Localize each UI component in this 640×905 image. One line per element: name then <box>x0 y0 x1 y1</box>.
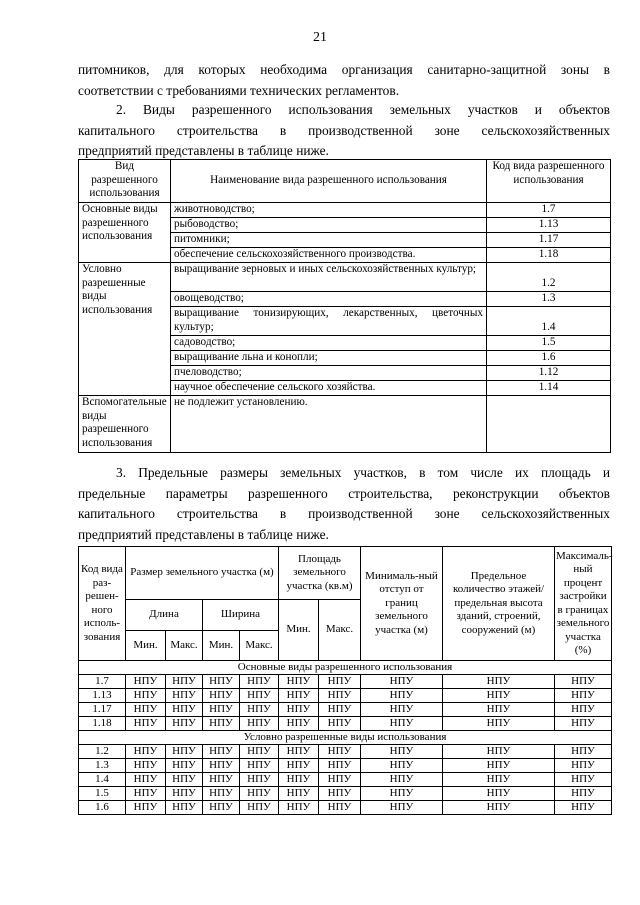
use-code: 1.12 <box>487 366 611 381</box>
use-code: 1.2 <box>487 263 611 292</box>
land-parameters-table <box>78 546 612 815</box>
row-value: НПУ <box>279 675 319 689</box>
header-length-min: Мин. <box>126 631 166 661</box>
row-value: НПУ <box>240 703 279 717</box>
row-value: НПУ <box>240 787 279 801</box>
row-value: НПУ <box>319 787 361 801</box>
header-size: Размер земельного участка (м) <box>126 547 279 600</box>
row-value: НПУ <box>203 759 240 773</box>
section-title: Основные виды разрешенного использования <box>79 661 612 675</box>
header-coverage: Максималь-ный процент застройки в границах земельного участка (%) <box>555 547 612 661</box>
row-code: 1.3 <box>79 759 126 773</box>
row-value: НПУ <box>203 773 240 787</box>
row-value: НПУ <box>126 717 166 731</box>
use-name: выращивание тонизирующих, лекарственных, цветочных культур; <box>171 307 487 336</box>
row-value: НПУ <box>443 787 555 801</box>
paragraph-2 <box>78 100 610 162</box>
row-value: НПУ <box>361 675 443 689</box>
row-value: НПУ <box>203 689 240 703</box>
row-value: НПУ <box>555 675 612 689</box>
row-value: НПУ <box>443 759 555 773</box>
row-value: НПУ <box>166 703 203 717</box>
use-name: рыбоводство; <box>171 218 487 233</box>
row-value: НПУ <box>126 689 166 703</box>
header-length: Длина <box>126 600 203 631</box>
use-name: садоводство; <box>171 336 487 351</box>
row-value: НПУ <box>126 703 166 717</box>
row-value: НПУ <box>166 801 203 815</box>
row-value: НПУ <box>126 773 166 787</box>
row-code: 1.13 <box>79 689 126 703</box>
row-value: НПУ <box>555 745 612 759</box>
header-use-kind: Вид разрешенного использования <box>79 160 171 203</box>
row-value: НПУ <box>555 787 612 801</box>
use-code: 1.7 <box>487 203 611 218</box>
row-value: НПУ <box>166 787 203 801</box>
use-name: пчеловодство; <box>171 366 487 381</box>
row-value: НПУ <box>126 787 166 801</box>
use-code: 1.6 <box>487 351 611 366</box>
table-row <box>79 787 612 801</box>
paragraph-3 <box>78 463 610 545</box>
row-value: НПУ <box>279 703 319 717</box>
use-name: животноводство; <box>171 203 487 218</box>
use-name: овощеводство; <box>171 292 487 307</box>
row-value: НПУ <box>319 759 361 773</box>
row-value: НПУ <box>279 689 319 703</box>
row-value: НПУ <box>319 801 361 815</box>
section-title: Условно разрешенные виды использования <box>79 731 612 745</box>
table-row <box>79 745 612 759</box>
header-area-max: Макс. <box>319 600 361 661</box>
header-setback: Минималь-ный отступ от границ земельного участка (м) <box>361 547 443 661</box>
row-value: НПУ <box>361 689 443 703</box>
use-name: обеспечение сельскохозяйственного производства. <box>171 248 487 263</box>
row-value: НПУ <box>240 717 279 731</box>
row-value: НПУ <box>203 801 240 815</box>
row-value: НПУ <box>443 717 555 731</box>
use-name: питомники; <box>171 233 487 248</box>
row-value: НПУ <box>279 801 319 815</box>
row-value: НПУ <box>166 689 203 703</box>
header-use-code: Код вида разрешенного использования <box>487 160 611 203</box>
row-value: НПУ <box>361 703 443 717</box>
row-value: НПУ <box>443 745 555 759</box>
use-name: выращивание зерновых и иных сельскохозяйственных культур; <box>171 263 487 292</box>
row-value: НПУ <box>555 717 612 731</box>
header-width-max: Макс. <box>240 631 279 661</box>
row-value: НПУ <box>443 801 555 815</box>
row-value: НПУ <box>319 675 361 689</box>
row-value: НПУ <box>240 689 279 703</box>
use-code: 1.5 <box>487 336 611 351</box>
header-use-name: Наименование вида разрешенного использования <box>171 160 487 203</box>
row-value: НПУ <box>203 703 240 717</box>
row-value: НПУ <box>555 689 612 703</box>
paragraph-3-line: предприятий представлены в таблице ниже. <box>78 526 329 542</box>
use-code: 1.13 <box>487 218 611 233</box>
table-row <box>79 773 612 787</box>
row-value: НПУ <box>361 773 443 787</box>
row-value: НПУ <box>126 745 166 759</box>
header-code: Код вида раз-решен-ного исполь-зования <box>79 547 126 661</box>
row-value: НПУ <box>319 689 361 703</box>
row-value: НПУ <box>443 675 555 689</box>
table-row <box>79 759 612 773</box>
row-value: НПУ <box>279 773 319 787</box>
row-value: НПУ <box>361 801 443 815</box>
row-value: НПУ <box>279 745 319 759</box>
row-value: НПУ <box>126 801 166 815</box>
row-value: НПУ <box>555 801 612 815</box>
paragraph-1-line: питомников, для которых необходима организация санитарно-защитной зоны в <box>78 62 610 77</box>
row-value: НПУ <box>443 773 555 787</box>
table-row <box>79 675 612 689</box>
row-value: НПУ <box>240 773 279 787</box>
table-row <box>79 801 612 815</box>
paragraph-3-line: капитального строительства в производственной зоне сельскохозяйственных <box>78 506 610 521</box>
use-group-label: Вспомогательные виды разрешенного использования <box>79 396 171 453</box>
header-width-min: Мин. <box>203 631 240 661</box>
use-group-label: Основные виды разрешенного использования <box>79 203 171 263</box>
paragraph-1 <box>78 60 610 101</box>
row-value: НПУ <box>279 717 319 731</box>
row-value: НПУ <box>319 717 361 731</box>
row-value: НПУ <box>126 759 166 773</box>
use-code <box>487 396 611 453</box>
use-code: 1.4 <box>487 307 611 336</box>
paragraph-2-line: предприятий представлены в таблице ниже. <box>78 143 329 158</box>
row-value: НПУ <box>555 703 612 717</box>
row-value: НПУ <box>319 773 361 787</box>
use-group-label: Условно разрешенные виды использования <box>79 263 171 396</box>
use-name: выращивание льна и конопли; <box>171 351 487 366</box>
row-value: НПУ <box>279 759 319 773</box>
table-row <box>79 703 612 717</box>
paragraph-2-line: капитального строительства в производственной зоне сельскохозяйственных <box>78 122 610 138</box>
paragraph-1-line: соответствии с требованиями технических регламентов. <box>78 82 400 98</box>
row-code: 1.5 <box>79 787 126 801</box>
use-code: 1.18 <box>487 248 611 263</box>
row-code: 1.6 <box>79 801 126 815</box>
row-code: 1.4 <box>79 773 126 787</box>
row-value: НПУ <box>319 745 361 759</box>
row-value: НПУ <box>279 787 319 801</box>
header-area: Площадь земельного участка (кв.м) <box>279 547 361 600</box>
row-value: НПУ <box>203 787 240 801</box>
use-name: не подлежит установлению. <box>171 396 487 453</box>
paragraph-3-line: 3. Предельные размеры земельных участков, в том числе их площадь и <box>116 465 610 480</box>
row-value: НПУ <box>319 703 361 717</box>
row-value: НПУ <box>361 745 443 759</box>
row-code: 1.18 <box>79 717 126 731</box>
page-number: 21 <box>313 30 327 45</box>
row-value: НПУ <box>555 759 612 773</box>
row-value: НПУ <box>126 675 166 689</box>
row-value: НПУ <box>361 717 443 731</box>
row-value: НПУ <box>443 689 555 703</box>
use-code: 1.17 <box>487 233 611 248</box>
row-value: НПУ <box>203 717 240 731</box>
row-code: 1.7 <box>79 675 126 689</box>
row-value: НПУ <box>443 703 555 717</box>
header-width: Ширина <box>203 600 279 631</box>
permitted-use-table <box>78 159 611 453</box>
row-value: НПУ <box>240 759 279 773</box>
row-value: НПУ <box>555 773 612 787</box>
table-row <box>79 717 612 731</box>
row-value: НПУ <box>361 759 443 773</box>
use-code: 1.14 <box>487 381 611 396</box>
row-value: НПУ <box>166 745 203 759</box>
row-code: 1.2 <box>79 745 126 759</box>
header-length-max: Макс. <box>166 631 203 661</box>
row-value: НПУ <box>240 675 279 689</box>
row-value: НПУ <box>203 745 240 759</box>
row-value: НПУ <box>361 787 443 801</box>
header-area-min: Мин. <box>279 600 319 661</box>
row-value: НПУ <box>166 675 203 689</box>
header-floors: Предельное количество этажей/ предельная высота зданий, строений, сооружений (м) <box>443 547 555 661</box>
row-value: НПУ <box>166 773 203 787</box>
row-value: НПУ <box>166 759 203 773</box>
row-value: НПУ <box>166 717 203 731</box>
row-value: НПУ <box>203 675 240 689</box>
table-row <box>79 689 612 703</box>
paragraph-3-line: предельные параметры разрешенного строительства, реконструкции объектов <box>78 485 610 501</box>
use-code: 1.3 <box>487 292 611 307</box>
paragraph-2-line: 2. Виды разрешенного использования земельных участков и объектов <box>116 102 610 117</box>
row-code: 1.17 <box>79 703 126 717</box>
row-value: НПУ <box>240 745 279 759</box>
row-value: НПУ <box>240 801 279 815</box>
use-name: научное обеспечение сельского хозяйства. <box>171 381 487 396</box>
